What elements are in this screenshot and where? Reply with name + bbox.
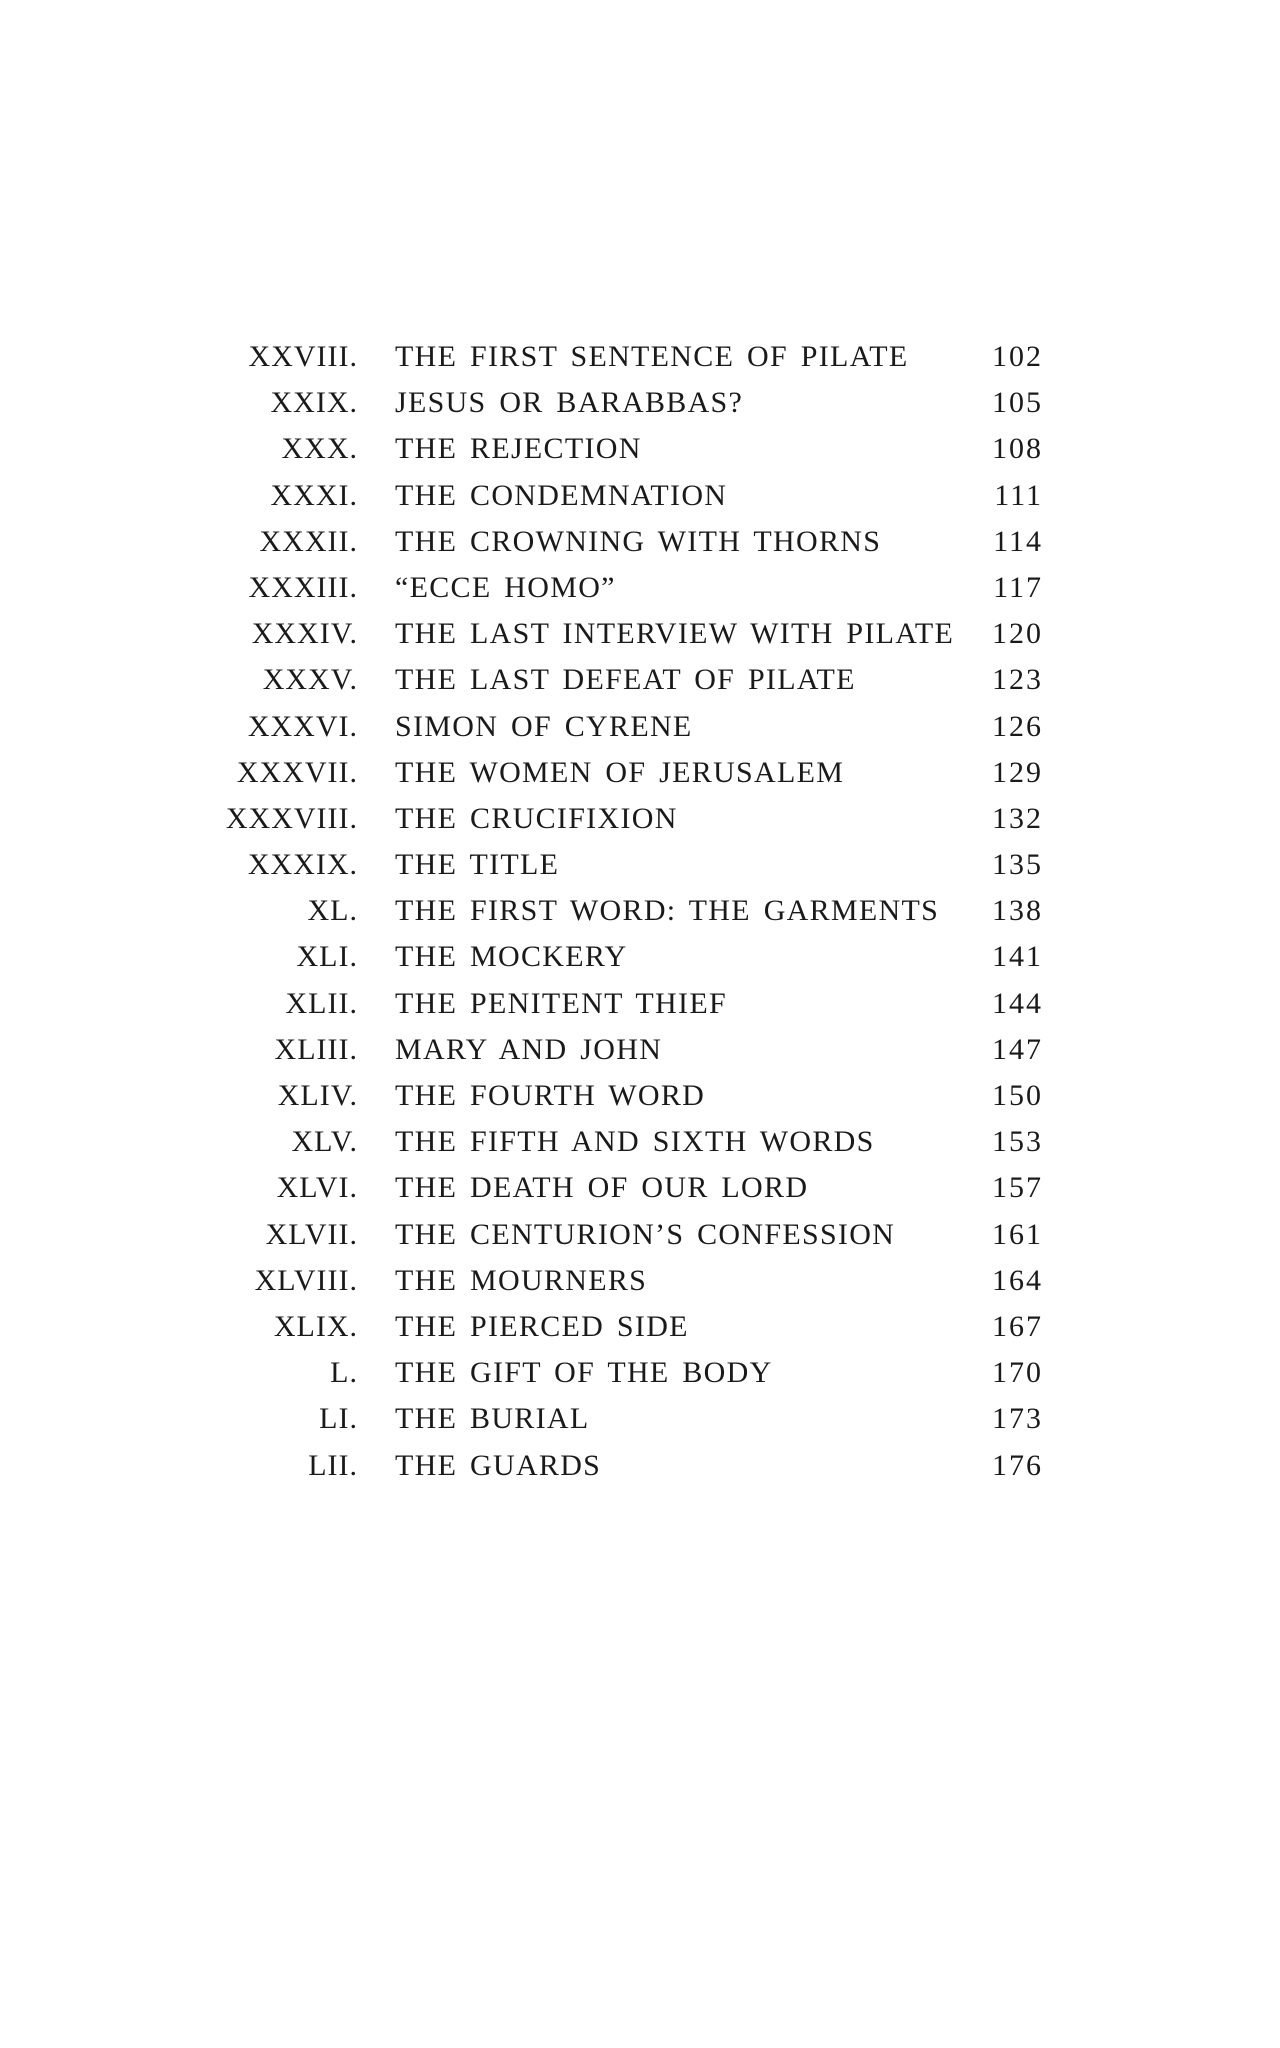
chapter-page-number: 147 [992,1032,1043,1066]
toc-row [200,796,1043,842]
chapter-page-number: 176 [992,1448,1043,1482]
toc-row [200,1258,1043,1304]
toc-row [200,611,1043,657]
toc-row [200,704,1043,750]
chapter-page-number: 150 [992,1079,1043,1112]
chapter-numeral: XXX. [281,432,358,466]
chapter-title: THE CRUCIFIXION [395,801,678,835]
toc-row [200,519,1043,565]
chapter-page-number: 144 [992,986,1043,1020]
chapter-title: THE PENITENT THIEF [395,986,727,1020]
toc-row [200,380,1043,426]
toc-row [200,842,1043,888]
toc-row [200,1304,1043,1350]
chapter-numeral: XXXIX. [247,848,358,882]
chapter-title: THE REJECTION [395,432,642,466]
chapter-page-number: 164 [992,1263,1043,1297]
chapter-numeral: XXVIII. [248,340,358,373]
chapter-title: THE CONDEMNATION [395,478,728,512]
toc-row [200,473,1043,519]
chapter-page-number: 153 [992,1125,1043,1159]
toc-row [200,888,1043,934]
table-of-contents [200,334,1043,1489]
chapter-numeral: XXIX. [270,386,358,420]
chapter-title: THE MOURNERS [395,1263,648,1297]
chapter-numeral: XXXVII. [236,755,358,789]
toc-row [200,934,1043,980]
chapter-numeral: XLI. [296,940,358,974]
chapter-numeral: XXXV. [262,663,358,697]
chapter-page-number: 111 [994,478,1043,512]
chapter-numeral: XLVI. [276,1171,358,1205]
chapter-page-number: 123 [992,663,1043,697]
chapter-page-number: 102 [992,340,1043,373]
toc-row [200,334,1043,380]
toc-row [200,565,1043,611]
chapter-title: THE LAST INTERVIEW WITH PILATE [395,617,955,651]
chapter-page-number: 161 [992,1217,1043,1251]
chapter-page-number: 170 [992,1356,1043,1390]
chapter-page-number: 105 [992,386,1043,420]
chapter-title: THE GIFT OF THE BODY [395,1356,773,1390]
toc-row [200,1073,1043,1119]
chapter-numeral: XLIX. [273,1309,358,1343]
chapter-numeral: LI. [319,1402,358,1436]
chapter-numeral: XLVII. [265,1217,358,1251]
chapter-title: THE MOCKERY [395,940,628,974]
chapter-title: THE WOMEN OF JERUSALEM [395,755,845,789]
chapter-page-number: 132 [992,801,1043,835]
chapter-page-number: 157 [992,1171,1043,1205]
chapter-title: THE FIRST SENTENCE OF PILATE [395,340,909,373]
toc-row [200,981,1043,1027]
chapter-numeral: XLVIII. [254,1263,358,1297]
chapter-numeral: L. [330,1356,358,1390]
chapter-page-number: 135 [992,848,1043,882]
chapter-title: THE PIERCED SIDE [395,1309,689,1343]
chapter-title: THE LAST DEFEAT OF PILATE [395,663,856,697]
chapter-numeral: XXXVIII. [225,801,358,835]
chapter-title: JESUS OR BARABBAS? [395,386,744,420]
chapter-numeral: XXXVI. [247,709,358,743]
toc-row [200,657,1043,703]
chapter-page-number: 126 [992,709,1043,743]
chapter-page-number: 117 [993,570,1043,604]
toc-row [200,426,1043,472]
chapter-title: THE GUARDS [395,1448,602,1482]
toc-row [200,1350,1043,1396]
chapter-numeral: LII. [308,1448,358,1482]
chapter-page-number: 114 [993,524,1043,558]
chapter-numeral: XLIII. [274,1032,358,1066]
chapter-numeral: XLIV. [277,1079,358,1112]
chapter-title: THE TITLE [395,848,560,882]
chapter-numeral: XXXIV. [251,617,358,651]
chapter-title: THE FOURTH WORD [395,1079,706,1112]
chapter-title: THE BURIAL [395,1402,590,1436]
chapter-page-number: 141 [992,940,1043,974]
toc-row [200,1212,1043,1258]
chapter-page-number: 167 [992,1309,1043,1343]
chapter-page-number: 138 [992,894,1043,928]
chapter-page-number: 173 [992,1402,1043,1436]
chapter-title: “ECCE HOMO” [395,570,616,604]
toc-row [200,1165,1043,1211]
chapter-title: MARY AND JOHN [395,1032,663,1066]
chapter-title: THE DEATH OF OUR LORD [395,1171,809,1205]
toc-row [200,1443,1043,1489]
chapter-numeral: XXXI. [270,478,358,512]
chapter-title: THE CROWNING WITH THORNS [395,524,882,558]
toc-row [200,1396,1043,1442]
chapter-page-number: 120 [992,617,1043,651]
toc-row [200,1119,1043,1165]
toc-row [200,1027,1043,1073]
chapter-numeral: XXXIII. [248,570,358,604]
chapter-numeral: XLV. [291,1125,358,1159]
chapter-title: SIMON OF CYRENE [395,709,693,743]
chapter-numeral: XLII. [285,986,358,1020]
chapter-page-number: 108 [992,432,1043,466]
chapter-numeral: XXXII. [259,524,358,558]
chapter-title: THE FIRST WORD: THE GARMENTS [395,894,940,928]
toc-row [200,750,1043,796]
chapter-page-number: 129 [992,755,1043,789]
chapter-title: THE CENTURION’S CONFESSION [395,1217,896,1251]
chapter-numeral: XL. [307,894,358,928]
chapter-title: THE FIFTH AND SIXTH WORDS [395,1125,875,1159]
